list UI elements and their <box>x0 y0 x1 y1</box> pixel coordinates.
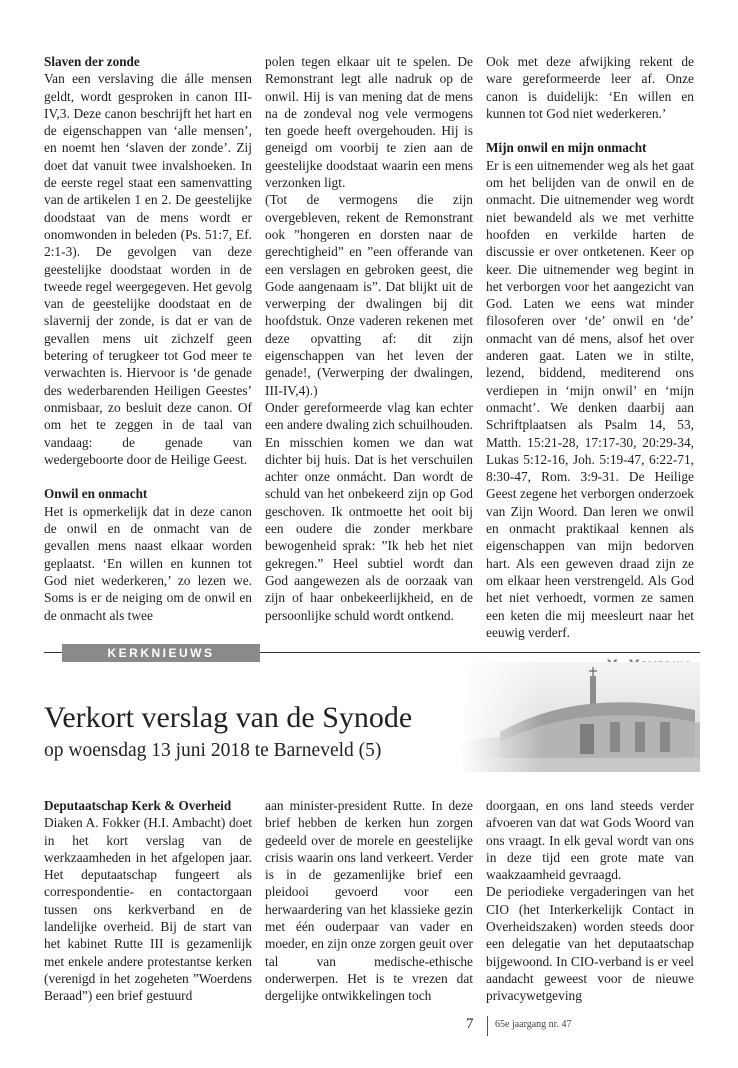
paragraph: polen tegen elkaar uit te spelen. De Remonstrant legt alle nadruk op de onwil. Hij is van mening dat de mens na de zondeval nog vele vermogens ten goede heeft overgehouden. Hij is geneigd om voorbij te zien aan de geestelijke doodstaat waarin een mens verzonken ligt. <box>265 54 473 191</box>
paragraph: De periodieke vergaderingen van het CIO (het Interkerkelijk Contact in Overheidszaken) worden steeds door een delegatie van het deputaatschap bijgewoond. In CIO-verband is er veel aandacht geweest voor de nieuwe privacywetgeving <box>486 884 694 1004</box>
column-3 <box>486 53 694 641</box>
section-rule-left <box>44 652 62 653</box>
paragraph: doorgaan, en ons land steeds verder afvoeren van dat wat Gods Woord van ons vraagt. In elk geval wordt van ons in deze tijd een grote mate van waakzaamheid gevraagd. <box>486 798 694 883</box>
paragraph: (Tot de vermogens die zijn overgebleven, rekent de Remonstrant ook ”hongeren en dorsten naar de gerechtigheid” en ”een offerande van een verslagen en gebroken geest, die Gode aangenaam is”. Dat blijkt uit de verwerping der dwalingen bij dit hoofdstuk. Onze vaderen rekenen met deze opvatting af: dit zijn eigenschappen van het leven der genade!, (Verwerping der dwalingen, III-IV,4).) <box>265 192 473 398</box>
paragraph-gap <box>486 122 694 139</box>
column-6 <box>486 797 694 1005</box>
paragraph: Er is een uitnemender weg als het gaat om het belijden van de onwil en de onmacht. Die uitnemender weg wordt niet bewandeld als we met verhitte hoofden en verkilde harten de discussie er over ontketenen. Keer op keer. Die uitnemender weg begint in het verborgen voor het aangezicht van God. Laten we eens wat minder filosoferen over ‘de’ onwil en ‘de’ onmacht van dé mens, alsof het over anderen gaat. Laten we in stilte, lezend, biddend, mediterend ons verdiepen in ‘mijn onwil’ en ‘mijn onmacht’. We denken daarbij aan Schriftplaatsen als Psalm 14, 53, Matth. 15:21-28, 17:17-30, 20:29-34, Lukas 5:12-16, Joh. 5:19-47, 6:22-71, 8:30-47, Rom. 3:9-31. De Heilige Geest zegene het verborgen onderzoek van Zijn Woord. Dan leren we onwil en onmacht praktikaal kennen als eigenschappen van mijn bedorven hart. Als een geweven draad zijn ze om elkaar heen verstrengeld. Als God het niet verhoedt, vormen ze samen een keten die mij meesleurt naar het eeuwig verderf. <box>486 157 694 640</box>
article-title: Verkort verslag van de Synode <box>44 701 413 734</box>
section-rule-right <box>260 652 700 653</box>
section-heading: Slaven der zonde <box>44 54 140 69</box>
page-number: 7 <box>466 1016 474 1032</box>
section-heading: Mijn onwil en mijn onmacht <box>486 140 647 156</box>
paragraph: aan minister-president Rutte. In deze brief hebben de kerken hun zorgen gedeeld over de morele en geestelijke crisis waarin ons land verkeert. Verder is in de gezamenlijke brief een pleidooi gevoerd voor een herwaardering van het klassieke gezin met één ouderpaar van vader en moeder, en zijn onze zorgen geuit over tal van medische-ethische onderwerpen. Het is te vrezen dat dergelijke ontwikkelingen toch <box>265 798 473 1004</box>
column-4 <box>44 797 252 1005</box>
column-2 <box>265 53 473 624</box>
paragraph-gap <box>44 468 252 485</box>
section-tag: KERKNIEUWS <box>62 644 260 662</box>
paragraph: Ook met deze afwijking rekent de ware gereformeerde leer af. Onze canon is duidelijk: ‘En willen en kunnen tot God niet wederkeren.’ <box>486 54 694 121</box>
church-photo <box>460 662 700 772</box>
column-5 <box>265 797 473 1005</box>
paragraph: Van een verslaving die álle mensen geldt, wordt gesproken in canon III-IV,3. Deze canon beschrijft het hart en de eigenschappen van ‘alle mensen’, en noemt hen ‘slaven der zonde’. Zij doet dat vanuit twee invalshoeken. In de eerste regel staat een samenvatting van de artikelen 1 en 2. De geestelijke doodstaat van de mens wordt er onomwonden in beleden (Ps. 51:7, Ef. 2:1-3). De gevolgen van deze geestelijke doodstaat worden in de tweede regel weergegeven. Het gevolg van de geestelijke doodstaat en de slavernij der zonde, is dat er van de gevallen mens uit zichzelf geen betering of terugkeer tot God meer te verwachten is. Hiervoor is ‘de genade des wederbarenden Heiligen Geestes’ onmisbaar, zo besluit deze canon. Of om het te zeggen in de taal van vandaag: de genade van wedergeboorte door de Heilige Geest. <box>44 71 252 467</box>
section-heading: Deputaatschap Kerk & Overheid <box>44 798 232 813</box>
paragraph: Diaken A. Fokker (H.I. Ambacht) doet in het kort verslag van de werkzaamheden in het afgelopen jaar. Het deputaatschap fungeert als correspondentie- en contactorgaan tussen ons kerkverband en de landelijke overheid. Bij de start van het kabinet Rutte III is gezamenlijk met enkele andere protestantse kerken (verenigd in het zogeheten ”Woerdens Beraad”) een brief gestuurd <box>44 815 252 1004</box>
paragraph: Het is opmerkelijk dat in deze canon de onwil en de onmacht van de gevallen mens naast elkaar worden geplaatst. ‘En willen en kunnen tot God niet wederkeren,’ zo lezen we. Soms is er de neiging om de onwil en de onmacht als twee <box>44 503 252 623</box>
article-subtitle: op woensdag 13 juni 2018 te Barneveld (5) <box>44 740 382 761</box>
column-1 <box>44 53 252 624</box>
footer-divider <box>487 1016 488 1036</box>
journal-issue: 65e jaargang nr. 47 <box>495 1019 572 1030</box>
paragraph: Onder gereformeerde vlag kan echter een andere dwaling zich schuilhouden. En misschien komen we dan wat dichter bij huis. Dat is het verschuilen achter onze onmácht. Dan wordt de schuld van het onbekeerd zijn op God geschoven. Ik ontmoette het ooit bij een oudere die zonder merkbare bewogenheid sprak: ”Ik heb het niet gekregen.” Heel subtiel wordt dan God aangewezen als de oorzaak van zijn of haar onbekeerlijkheid, en de persoonlijke schuld wordt ontkend. <box>265 399 473 623</box>
section-heading: Onwil en onmacht <box>44 486 148 502</box>
